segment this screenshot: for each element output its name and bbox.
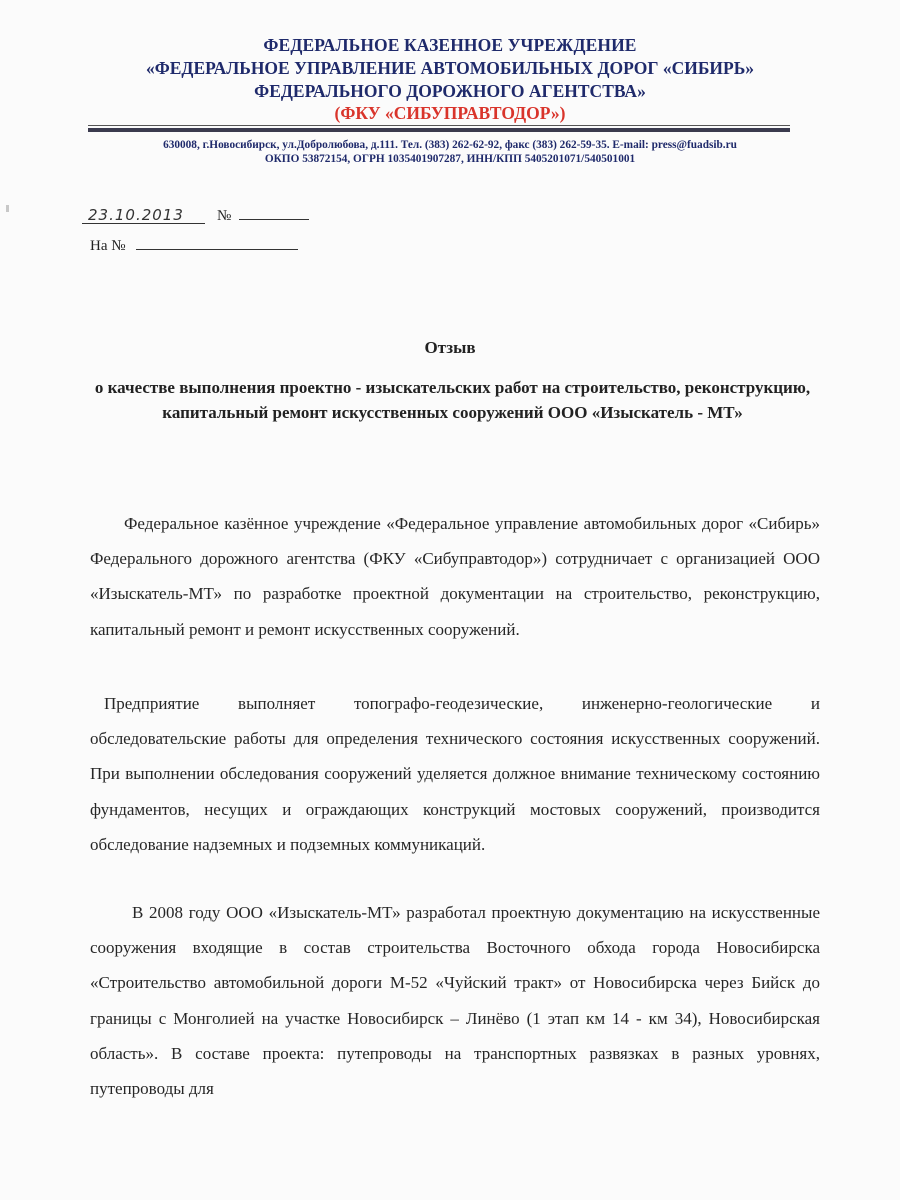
date-number-row <box>82 205 309 225</box>
number-blank <box>239 205 309 220</box>
contact-registration-codes: ОКПО 53872154, ОГРН 1035401907287, ИНН/КПП 5405201071/540501001 <box>264 153 636 165</box>
scan-speck <box>6 205 9 212</box>
document-subtitle: о качестве выполнения проектно - изыскательских работ на строительство, реконструкцию, капитальный ремонт искусственных сооружений ООО «Изыскатель - МТ» <box>94 378 811 422</box>
paragraph-3: В 2008 году ООО «Изыскатель-МТ» разработал проектную документацию на искусственные сооружения входящие в состав строительства Восточного обхода города Новосибирска «Строительство автомобильной дороги М-52 «Чуйский тракт» от Новосибирска через Бийск до границы с Монголией на участке Новосибирск – Линёво (1 этап км 14 - км 34), Новосибирская область». В составе проекта: путепроводы на транспортных развязках в разных уровнях, путепроводы для <box>90 903 820 1099</box>
reply-to-row <box>90 235 298 255</box>
letterhead-divider-thin <box>88 125 790 126</box>
letterhead-line-1: ФЕДЕРАЛЬНОЕ КАЗЕННОЕ УЧРЕЖДЕНИЕ <box>263 35 637 55</box>
number-label: № <box>217 208 232 224</box>
contact-address: 630008, г.Новосибирск, ул.Добролюбова, д.111. Тел. (383) 262-62-92, факс (383) 262-59-35. E-mail: press@fuadsib.ru <box>163 139 737 151</box>
letterhead-line-2: «ФЕДЕРАЛЬНОЕ УПРАВЛЕНИЕ АВТОМОБИЛЬНЫХ ДОРОГ «СИБИРЬ» <box>145 58 755 78</box>
letterhead-divider-thick <box>88 128 790 132</box>
handwritten-date: 23.10.2013 <box>82 207 205 224</box>
letterhead-line-3: ФЕДЕРАЛЬНОГО ДОРОЖНОГО АГЕНТСТВА» <box>254 81 646 101</box>
reply-to-label: На № <box>90 238 126 254</box>
paragraph-1: Федеральное казённое учреждение «Федеральное управление автомобильных дорог «Сибирь» Федерального дорожного агентства (ФКУ «Сибуправтодор») сотрудничает с организацией ООО «Изыскатель-МТ» по разработке проектной документации на строительство, реконструкцию, капитальный ремонт и ремонт искусственных сооружений. <box>90 514 820 639</box>
paragraph-2: Предприятие выполняет топографо-геодезические, инженерно-геологические и обследовательские работы для определения технического состояния искусственных сооружений. При выполнении обследования сооружений уделяется должное внимание техническому состоянию фундаментов, несущих и ограждающих конструкций мостовых сооружений, производится обследование надземных и подземных коммуникаций. <box>90 694 820 854</box>
letterhead-abbreviation: (ФКУ «СИБУПРАВТОДОР») <box>334 103 566 123</box>
document-title: Отзыв <box>424 338 476 357</box>
reply-to-blank <box>136 235 298 250</box>
